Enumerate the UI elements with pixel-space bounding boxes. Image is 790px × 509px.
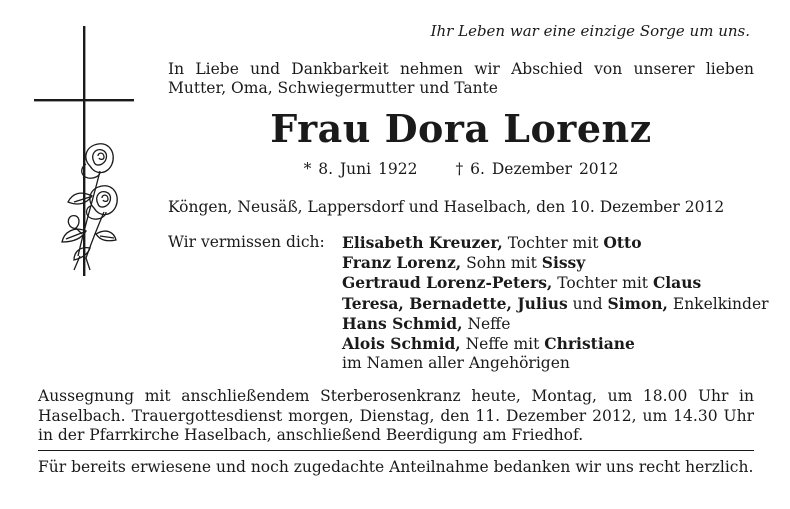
mourner-line <box>342 273 769 293</box>
thanks-text: Für bereits erwiesene und noch zugedachte Anteilnahme bedanken wir uns recht herzlich. <box>38 458 754 476</box>
mourner-name: Elisabeth Kreuzer, <box>342 233 503 252</box>
mourner-relation: Sohn mit <box>461 254 542 273</box>
deceased-name: Frau Dora Lorenz <box>270 106 652 151</box>
mourner-relation: Neffe <box>462 314 511 333</box>
mourner-name: Alois Schmid, <box>342 334 461 354</box>
mourner-name: Claus <box>652 273 702 293</box>
mourner-relation: Tochter mit <box>552 274 653 293</box>
mourner-relation: Neffe mit <box>460 335 545 354</box>
mourner-relation: und <box>567 294 608 313</box>
mourner-line <box>342 334 769 354</box>
mourner-line <box>342 233 769 253</box>
mourner-line <box>342 253 769 273</box>
places-and-date: Köngen, Neusäß, Lappersdorf und Haselbach, den 10. Dezember 2012 <box>168 198 725 216</box>
death-date: † 6. Dezember 2012 <box>455 160 619 178</box>
birth-date: * 8. Juni 1922 <box>303 160 418 178</box>
mourner-relation: im Namen aller Angehörigen <box>342 354 570 373</box>
mourner-name: Teresa, Bernadette, Julius <box>342 293 568 313</box>
intro-text: In Liebe und Dankbarkeit nehmen wir Abschied von unserer lieben Mutter, Oma, Schwiegermutter und Tante <box>168 60 754 97</box>
mourner-relation: Enkelkinder <box>667 294 769 313</box>
mourner-relation: Tochter mit <box>502 234 604 252</box>
mourner-line <box>342 354 769 373</box>
cross-with-roses-icon <box>34 26 138 276</box>
mourner-name: Hans Schmid, <box>342 313 463 333</box>
mourner-name: Simon, <box>607 293 668 313</box>
mourners-list <box>342 233 769 373</box>
divider <box>38 450 754 451</box>
funeral-info: Aussegnung mit anschließendem Sterberosenkranz heute, Montag, um 18.00 Uhr in Haselbach. Trauergottesdienst morgen, Dienstag, den 11. Dezember 2012, um 14.30 Uhr in der Pfarrkirche Haselbach, anschließend Beerdigung am Friedhof. <box>38 387 754 444</box>
life-dates <box>168 160 754 178</box>
motto: Ihr Leben war eine einzige Sorge um uns. <box>430 22 750 40</box>
mourner-line <box>342 294 769 314</box>
mourner-name: Sissy <box>541 253 586 273</box>
mourner-line <box>342 314 769 334</box>
mourner-name: Gertraud Lorenz-Peters, <box>342 273 553 293</box>
mourner-name: Franz Lorenz, <box>342 253 462 273</box>
mourners-label: Wir vermissen dich: <box>168 233 325 251</box>
mourner-name: Otto <box>603 233 642 252</box>
mourner-name: Christiane <box>544 334 635 354</box>
